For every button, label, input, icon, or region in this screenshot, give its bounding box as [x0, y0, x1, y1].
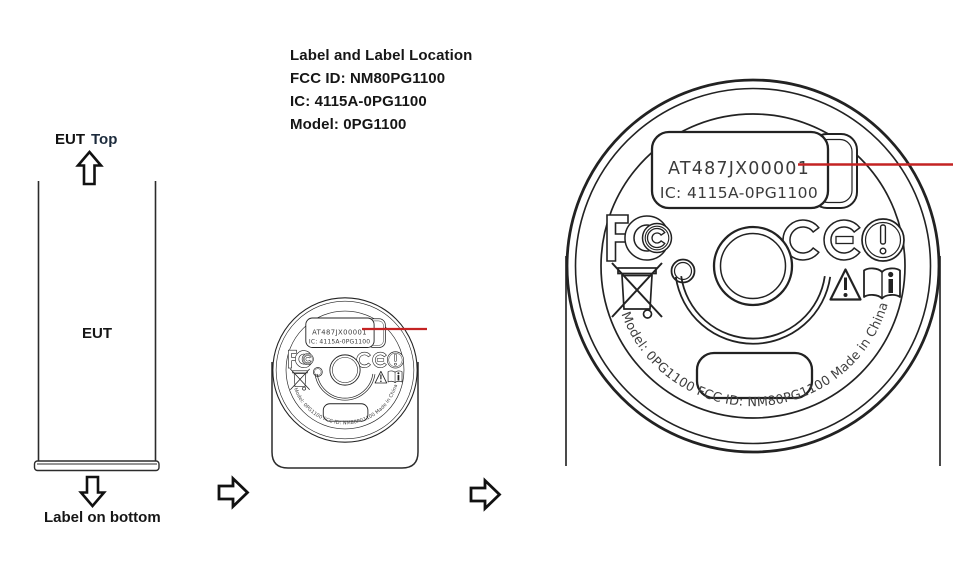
header-model: Model: 0PG1100: [290, 116, 407, 133]
arrow-down-icon: [81, 477, 104, 506]
header-fcc-id: FCC ID: NM80PG1100: [290, 70, 446, 87]
ring-text-small: Model: 0PG1100 FCC ID: NM80PG1100 Made in China: [292, 383, 400, 427]
arrow-up-icon: [78, 152, 101, 184]
eut-top-caption-primary: EUT: [55, 131, 85, 148]
header-title: Label and Label Location: [290, 47, 473, 64]
eut-body-label: EUT: [82, 325, 112, 342]
label-on-bottom-caption: Label on bottom: [44, 509, 161, 526]
arrow-right-icon-2: [471, 481, 500, 509]
device-bottom-view-large: [567, 80, 939, 452]
ic-number-small: IC: 4115A-0PG1100: [308, 338, 371, 346]
eut-top-caption-secondary: Top: [91, 131, 118, 148]
serial-number-small: AT487JX00001: [312, 328, 368, 337]
ring-text-large: Model: 0PG1100 FCC ID: NM80PG1100 Made in China: [617, 300, 892, 411]
ic-number-large: IC: 4115A-0PG1100: [659, 184, 819, 202]
header-ic: IC: 4115A-0PG1100: [290, 93, 427, 110]
serial-number-large: AT487JX00001: [668, 159, 810, 179]
arrow-right-icon-1: [219, 479, 248, 507]
eut-figure: [35, 181, 160, 471]
eut-base: [35, 461, 160, 471]
device-bottom-view-small: [273, 298, 417, 442]
